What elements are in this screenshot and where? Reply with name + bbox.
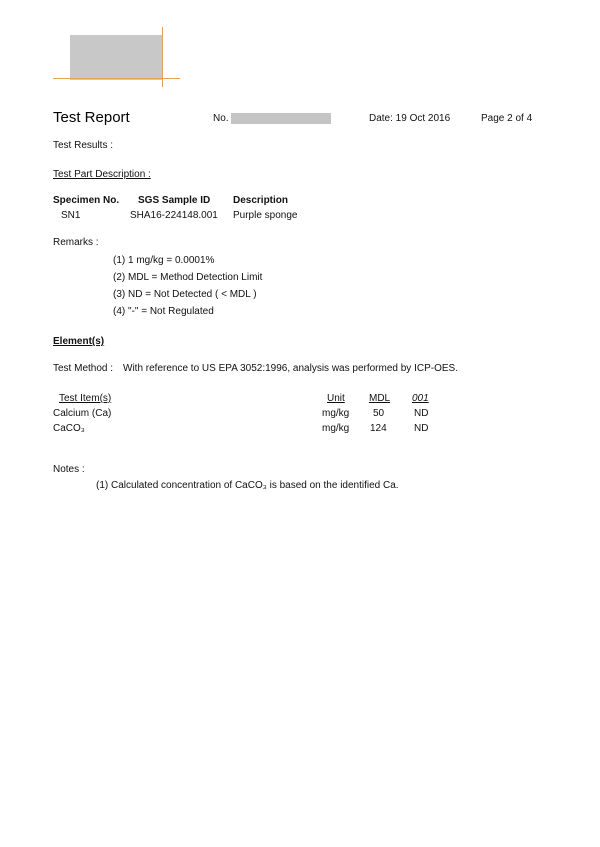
results-header-sample: 001 [412, 393, 429, 404]
results-header-mdl: MDL [369, 393, 391, 404]
part-description-heading: Test Part Description : [53, 169, 151, 180]
specimen-cell-description: Purple sponge [233, 210, 298, 221]
page-number: Page 2 of 4 [481, 113, 533, 124]
notes-label: Notes : [53, 464, 85, 475]
results-row-mdl: 50 [373, 408, 385, 419]
report-number-label: No. [213, 113, 229, 124]
results-header-item: Test Item(s) [59, 393, 112, 404]
elements-heading: Element(s) [53, 336, 105, 347]
remark-item: (2) MDL = Method Detection Limit [113, 272, 263, 283]
specimen-header-no: Specimen No. [53, 195, 120, 206]
logo-rule-vertical [162, 27, 163, 87]
remark-item: (1) 1 mg/kg = 0.0001% [113, 255, 215, 266]
page-title: Test Report [53, 109, 130, 126]
test-method-text: With reference to US EPA 3052:1996, analysis was performed by ICP-OES. [123, 363, 458, 374]
test-method-label: Test Method : [53, 363, 114, 374]
results-row-sample: ND [414, 408, 429, 419]
test-results-label: Test Results : [53, 140, 114, 151]
remarks-label: Remarks : [53, 237, 99, 248]
results-row-mdl: 124 [370, 423, 387, 434]
logo-rule-horizontal [53, 78, 180, 79]
specimen-cell-sample-id: SHA16-224148.001 [130, 210, 218, 221]
remark-item: (4) "-" = Not Regulated [113, 306, 214, 317]
note-item: (1) Calculated concentration of CaCO₃ is based on the identified Ca. [96, 480, 399, 491]
results-row-item: CaCO₃ [53, 423, 85, 434]
remark-item: (3) ND = Not Detected ( < MDL ) [113, 289, 257, 300]
results-row-item: Calcium (Ca) [53, 408, 112, 419]
results-row-unit: mg/kg [322, 423, 350, 434]
results-row-sample: ND [414, 423, 429, 434]
results-row-unit: mg/kg [322, 408, 350, 419]
company-logo-redacted [70, 35, 163, 80]
report-number-redacted [231, 113, 331, 124]
specimen-cell-no: SN1 [61, 210, 81, 221]
report-date: Date: 19 Oct 2016 [369, 113, 451, 124]
specimen-header-sample-id: SGS Sample ID [138, 195, 211, 206]
results-header-unit: Unit [327, 393, 345, 404]
specimen-header-description: Description [233, 195, 289, 206]
